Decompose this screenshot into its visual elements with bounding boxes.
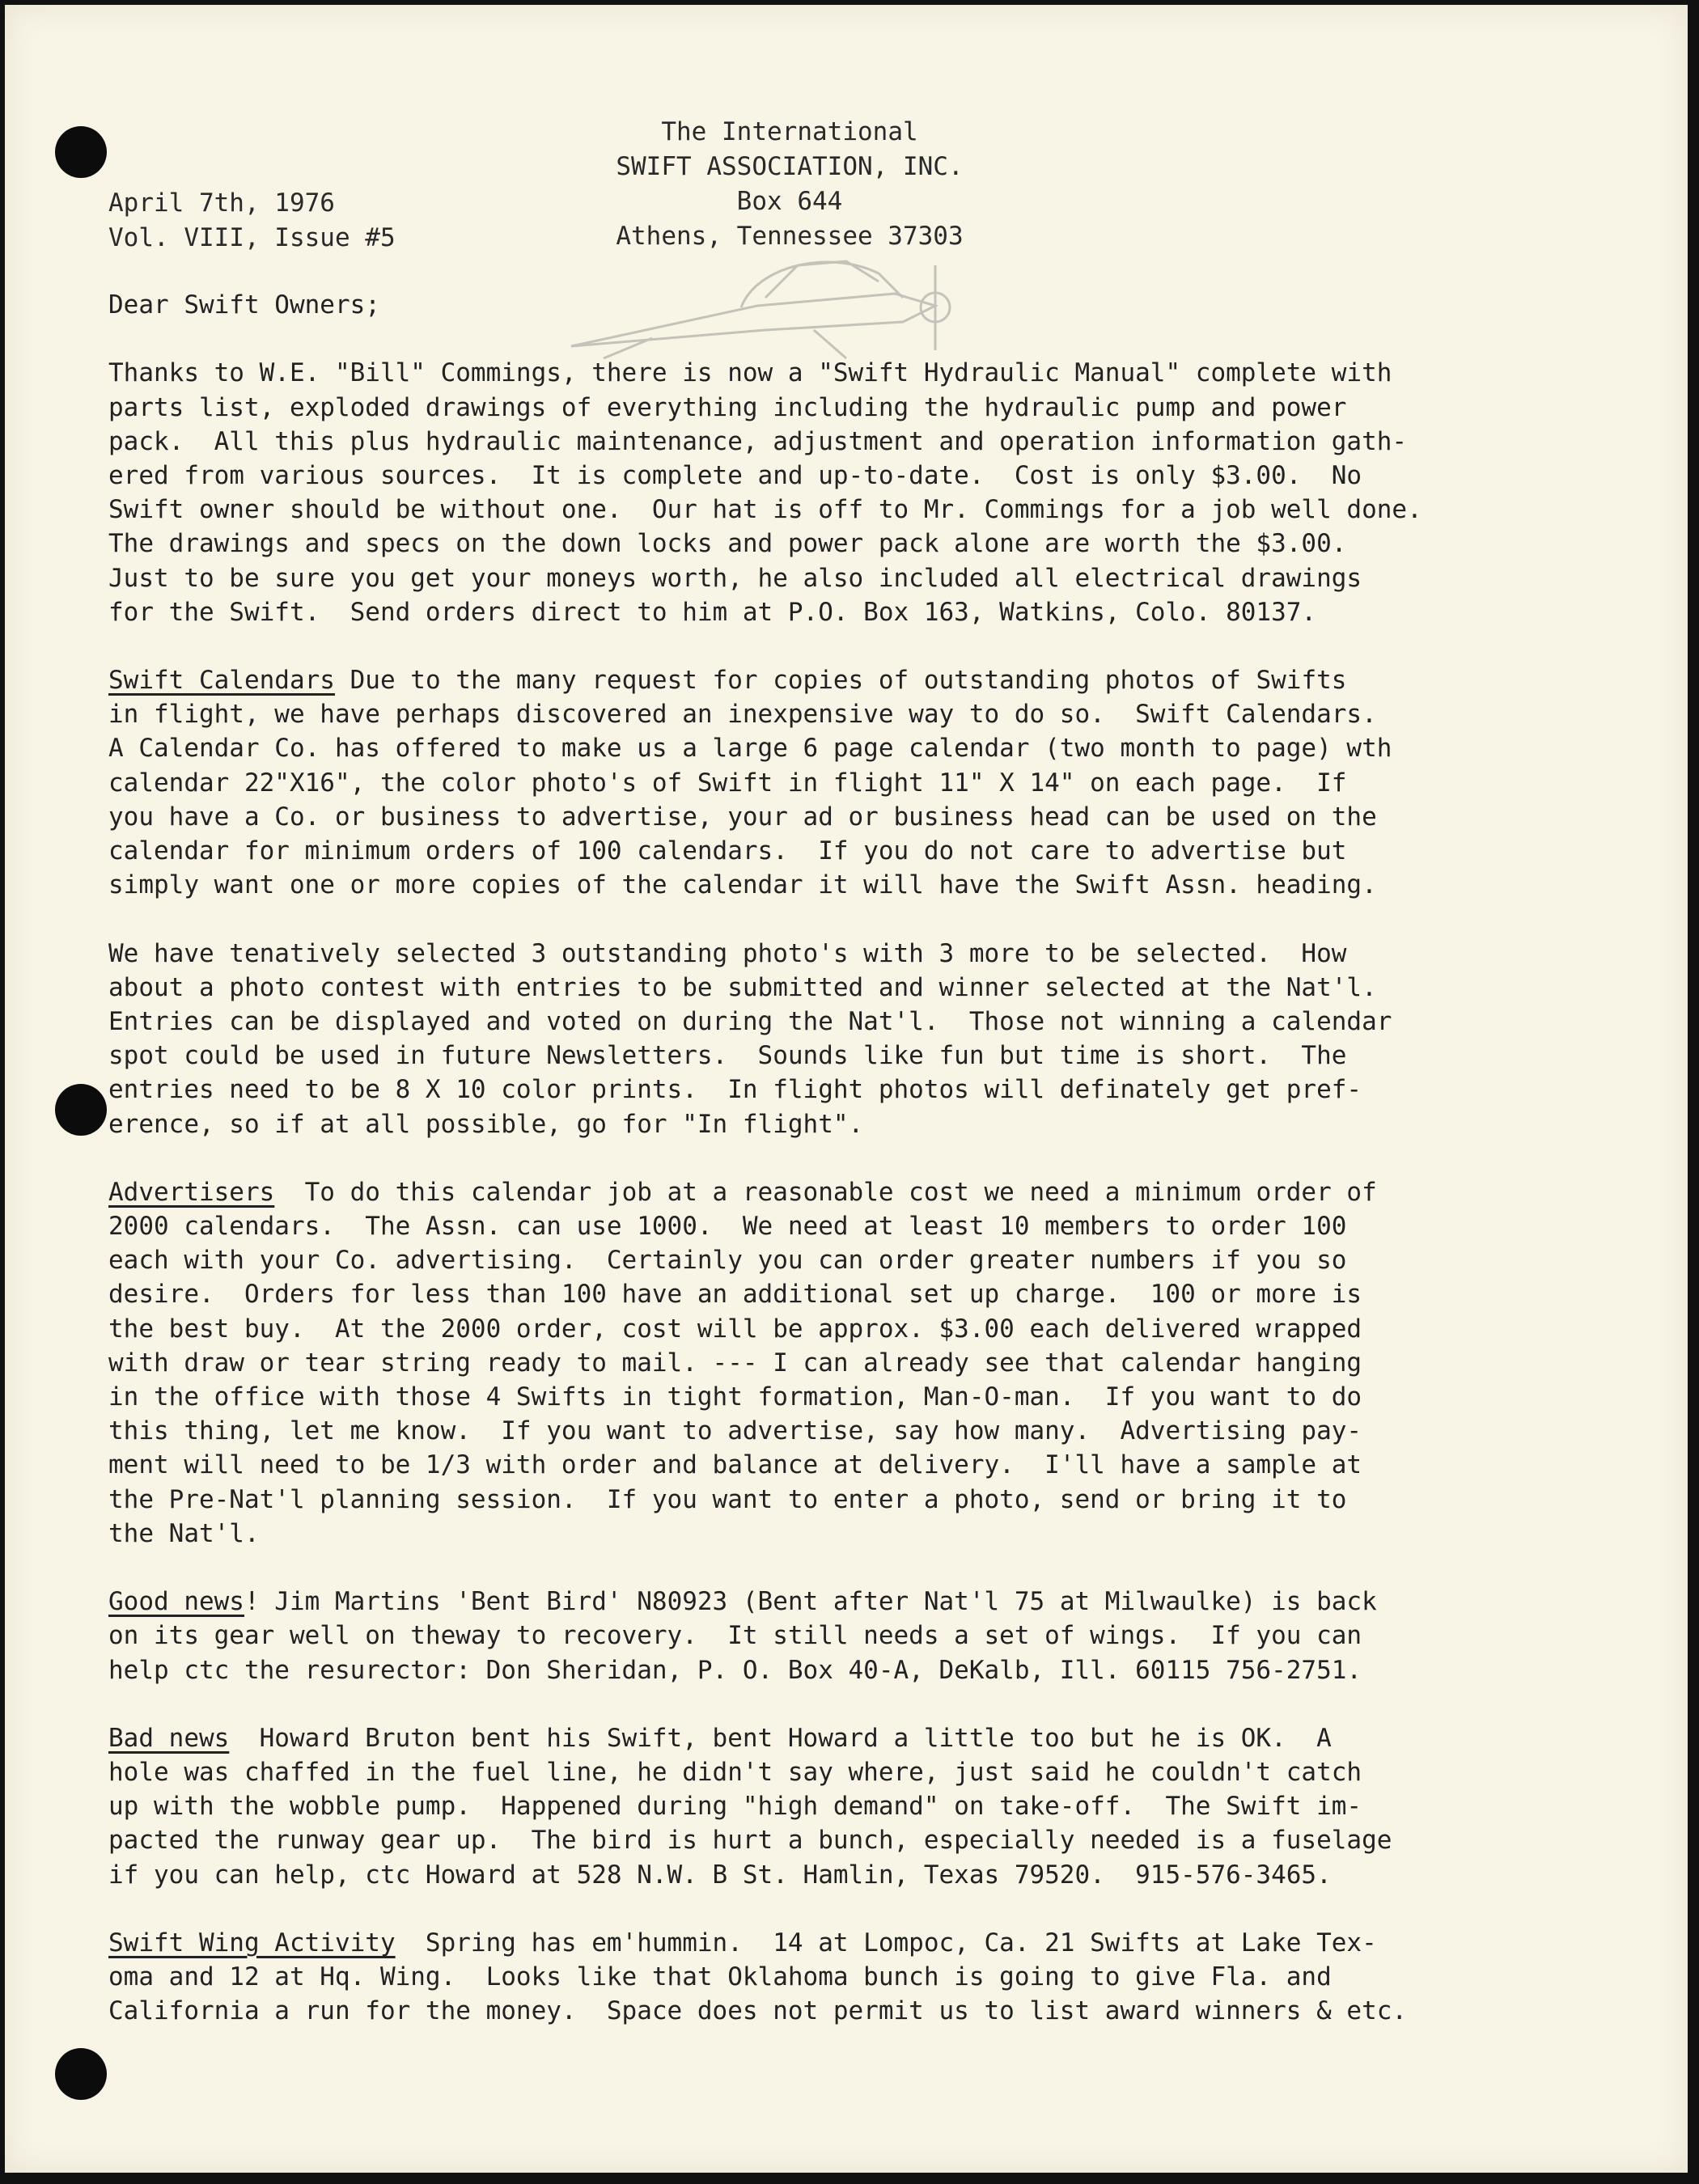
line-text: with draw or tear string ready to mail. --- I can already see that calendar hanging xyxy=(108,1348,1362,1378)
text-line xyxy=(108,937,1629,971)
text-line xyxy=(108,1414,1629,1448)
letterhead-line-4: Athens, Tennessee 37303 xyxy=(616,222,964,251)
line-text: Howard Bruton bent his Swift, bent Howard a little too but he is OK. A xyxy=(229,1723,1332,1753)
text-line xyxy=(108,527,1629,561)
text-line xyxy=(108,971,1629,1005)
text-line xyxy=(108,868,1629,902)
section-heading: Swift Calendars xyxy=(108,666,335,696)
text-line xyxy=(108,1209,1629,1243)
newsletter-page xyxy=(5,5,1688,2173)
text-line xyxy=(108,663,1629,697)
text-line xyxy=(108,425,1629,459)
line-text: The drawings and specs on the down locks and power pack alone are worth the $3.00. xyxy=(108,529,1347,559)
text-line xyxy=(108,1994,1629,2028)
text-line xyxy=(108,1277,1629,1311)
text-line xyxy=(108,1721,1629,1755)
text-line xyxy=(108,356,1629,390)
line-text: ment will need to be 1/3 with order and balance at delivery. I'll have a sample at xyxy=(108,1450,1362,1480)
line-text: the best buy. At the 2000 order, cost will be approx. $3.00 each delivered wrapped xyxy=(108,1314,1362,1344)
letterhead-line-1: The International xyxy=(661,117,918,146)
text-line xyxy=(108,391,1629,425)
text-line xyxy=(108,595,1629,629)
line-text: Just to be sure you get your moneys worth, he also included all electrical drawings xyxy=(108,563,1362,593)
line-text: A Calendar Co. has offered to make us a large 6 page calendar (two month to page) wth xyxy=(108,734,1392,764)
issue-date: April 7th, 1976 xyxy=(108,188,335,218)
text-line xyxy=(108,1619,1629,1653)
line-text: hole was chaffed in the fuel line, he didn't say where, just said he couldn't catch xyxy=(108,1758,1362,1788)
line-text: parts list, exploded drawings of everything including the hydraulic pump and power xyxy=(108,392,1347,422)
text-line xyxy=(108,1243,1629,1277)
line-text: simply want one or more copies of the calendar it will have the Swift Assn. heading. xyxy=(108,870,1377,900)
section-heading: Swift Wing Activity xyxy=(108,1928,396,1958)
line-text: Due to the many request for copies of outstanding photos of Swifts xyxy=(334,666,1347,696)
paragraph xyxy=(108,1721,1629,1892)
text-line xyxy=(108,1005,1629,1039)
text-line xyxy=(108,1312,1629,1346)
line-text: calendar 22"X16", the color photo's of Swift in flight 11" X 14" on each page. If xyxy=(108,768,1347,798)
text-line xyxy=(108,834,1629,868)
line-text: entries need to be 8 X 10 color prints. In flight photos will definately get pref- xyxy=(108,1075,1362,1105)
line-text: erence, so if at all possible, go for "In flight". xyxy=(108,1109,864,1139)
line-text: We have tenatively selected 3 outstanding photo's with 3 more to be selected. How xyxy=(108,938,1347,968)
text-line xyxy=(108,1823,1629,1857)
line-text: oma and 12 at Hq. Wing. Looks like that Oklahoma bunch is going to give Fla. and xyxy=(108,1962,1332,1992)
paragraph xyxy=(108,937,1629,1141)
line-text: Spring has em'hummin. 14 at Lompoc, Ca. 21 Swifts at Lake Tex- xyxy=(395,1928,1377,1958)
line-text: pack. All this plus hydraulic maintenance, adjustment and operation information gath- xyxy=(108,426,1408,456)
line-text: if you can help, ctc Howard at 528 N.W. B St. Hamlin, Texas 79520. 915-576-3465. xyxy=(108,1860,1332,1890)
line-text: ! Jim Martins 'Bent Bird' N80923 (Bent after Nat'l 75 at Milwaulke) is back xyxy=(244,1587,1377,1617)
text-line xyxy=(108,1483,1629,1517)
line-text: in the office with those 4 Swifts in tight formation, Man-O-man. If you want to do xyxy=(108,1382,1362,1412)
paragraph xyxy=(108,1585,1629,1687)
text-line xyxy=(108,1346,1629,1380)
line-text: California a run for the money. Space does not permit us to list award winners & etc. xyxy=(108,1996,1408,2026)
section-heading: Good news xyxy=(108,1587,244,1617)
line-text: on its gear well on theway to recovery. It still needs a set of wings. If you can xyxy=(108,1621,1362,1651)
text-line xyxy=(108,1380,1629,1414)
text-line xyxy=(108,1107,1629,1141)
line-text: Thanks to W.E. "Bill" Commings, there is now a "Swift Hydraulic Manual" complete with xyxy=(108,358,1392,388)
text-line xyxy=(108,1039,1629,1073)
letterhead-line-2: SWIFT ASSOCIATION, INC. xyxy=(616,152,964,181)
text-line xyxy=(108,1585,1629,1619)
line-text: help ctc the resurector: Don Sheridan, P. O. Box 40-A, DeKalb, Ill. 60115 756-2751. xyxy=(108,1655,1362,1685)
text-line xyxy=(108,1960,1629,1994)
line-text: desire. Orders for less than 100 have an additional set up charge. 100 or more is xyxy=(108,1280,1362,1310)
text-line xyxy=(108,766,1629,800)
line-text: you have a Co. or business to advertise, your ad or business head can be used on the xyxy=(108,802,1377,832)
line-text: 2000 calendars. The Assn. can use 1000. We need at least 10 members to order 100 xyxy=(108,1212,1347,1242)
text-line xyxy=(108,1755,1629,1789)
greeting: Dear Swift Owners; xyxy=(108,290,380,320)
punch-hole-bottom xyxy=(55,2048,107,2100)
line-text: up with the wobble pump. Happened during "high demand" on take-off. The Swift im- xyxy=(108,1792,1362,1822)
text-line xyxy=(108,1858,1629,1892)
letterhead-line-3: Box 644 xyxy=(736,187,843,216)
letterhead xyxy=(571,115,1008,254)
line-text: about a photo contest with entries to be submitted and winner selected at the Nat'l. xyxy=(108,972,1377,1002)
line-text: spot could be used in future Newsletters. Sounds like fun but time is short. The xyxy=(108,1041,1347,1071)
line-text: each with your Co. advertising. Certainly you can order greater numbers if you so xyxy=(108,1246,1347,1276)
line-text: calendar for minimum orders of 100 calendars. If you do not care to advertise but xyxy=(108,836,1347,866)
text-line xyxy=(108,1789,1629,1823)
line-text: the Pre-Nat'l planning session. If you want to enter a photo, send or bring it to xyxy=(108,1484,1347,1514)
text-line xyxy=(108,1517,1629,1551)
paragraph xyxy=(108,1175,1629,1551)
issue-info xyxy=(108,186,396,256)
text-line xyxy=(108,459,1629,493)
line-text: Entries can be displayed and voted on during the Nat'l. Those not winning a calendar xyxy=(108,1006,1392,1036)
text-line xyxy=(108,1073,1629,1107)
text-line xyxy=(108,493,1629,527)
line-text: the Nat'l. xyxy=(108,1518,260,1548)
punch-hole-middle xyxy=(55,1084,107,1136)
letter-body xyxy=(108,288,1629,2063)
text-line xyxy=(108,697,1629,731)
line-text: Swift owner should be without one. Our hat is off to Mr. Commings for a job well done. xyxy=(108,495,1422,525)
line-text: To do this calendar job at a reasonable cost we need a minimum order of xyxy=(274,1177,1377,1207)
line-text: in flight, we have perhaps discovered an inexpensive way to do so. Swift Calendars. xyxy=(108,700,1377,730)
text-line xyxy=(108,1926,1629,1960)
line-text: this thing, let me know. If you want to advertise, say how many. Advertising pay- xyxy=(108,1416,1362,1446)
paragraph xyxy=(108,356,1629,629)
text-line xyxy=(108,1653,1629,1687)
line-text: ered from various sources. It is complete and up-to-date. Cost is only $3.00. No xyxy=(108,460,1362,490)
punch-hole-top xyxy=(55,126,107,178)
paragraph xyxy=(108,1926,1629,2029)
line-text: pacted the runway gear up. The bird is hurt a bunch, especially needed is a fuselage xyxy=(108,1826,1392,1856)
text-line xyxy=(108,1448,1629,1482)
text-line xyxy=(108,800,1629,834)
section-heading: Advertisers xyxy=(108,1177,275,1207)
paragraph xyxy=(108,663,1629,902)
paragraph-list xyxy=(108,356,1629,2028)
section-heading: Bad news xyxy=(108,1723,230,1753)
text-line xyxy=(108,561,1629,595)
text-line xyxy=(108,1175,1629,1209)
line-text: for the Swift. Send orders direct to him at P.O. Box 163, Watkins, Colo. 80137. xyxy=(108,597,1317,627)
text-line xyxy=(108,731,1629,765)
issue-volume: Vol. VIII, Issue #5 xyxy=(108,223,396,252)
